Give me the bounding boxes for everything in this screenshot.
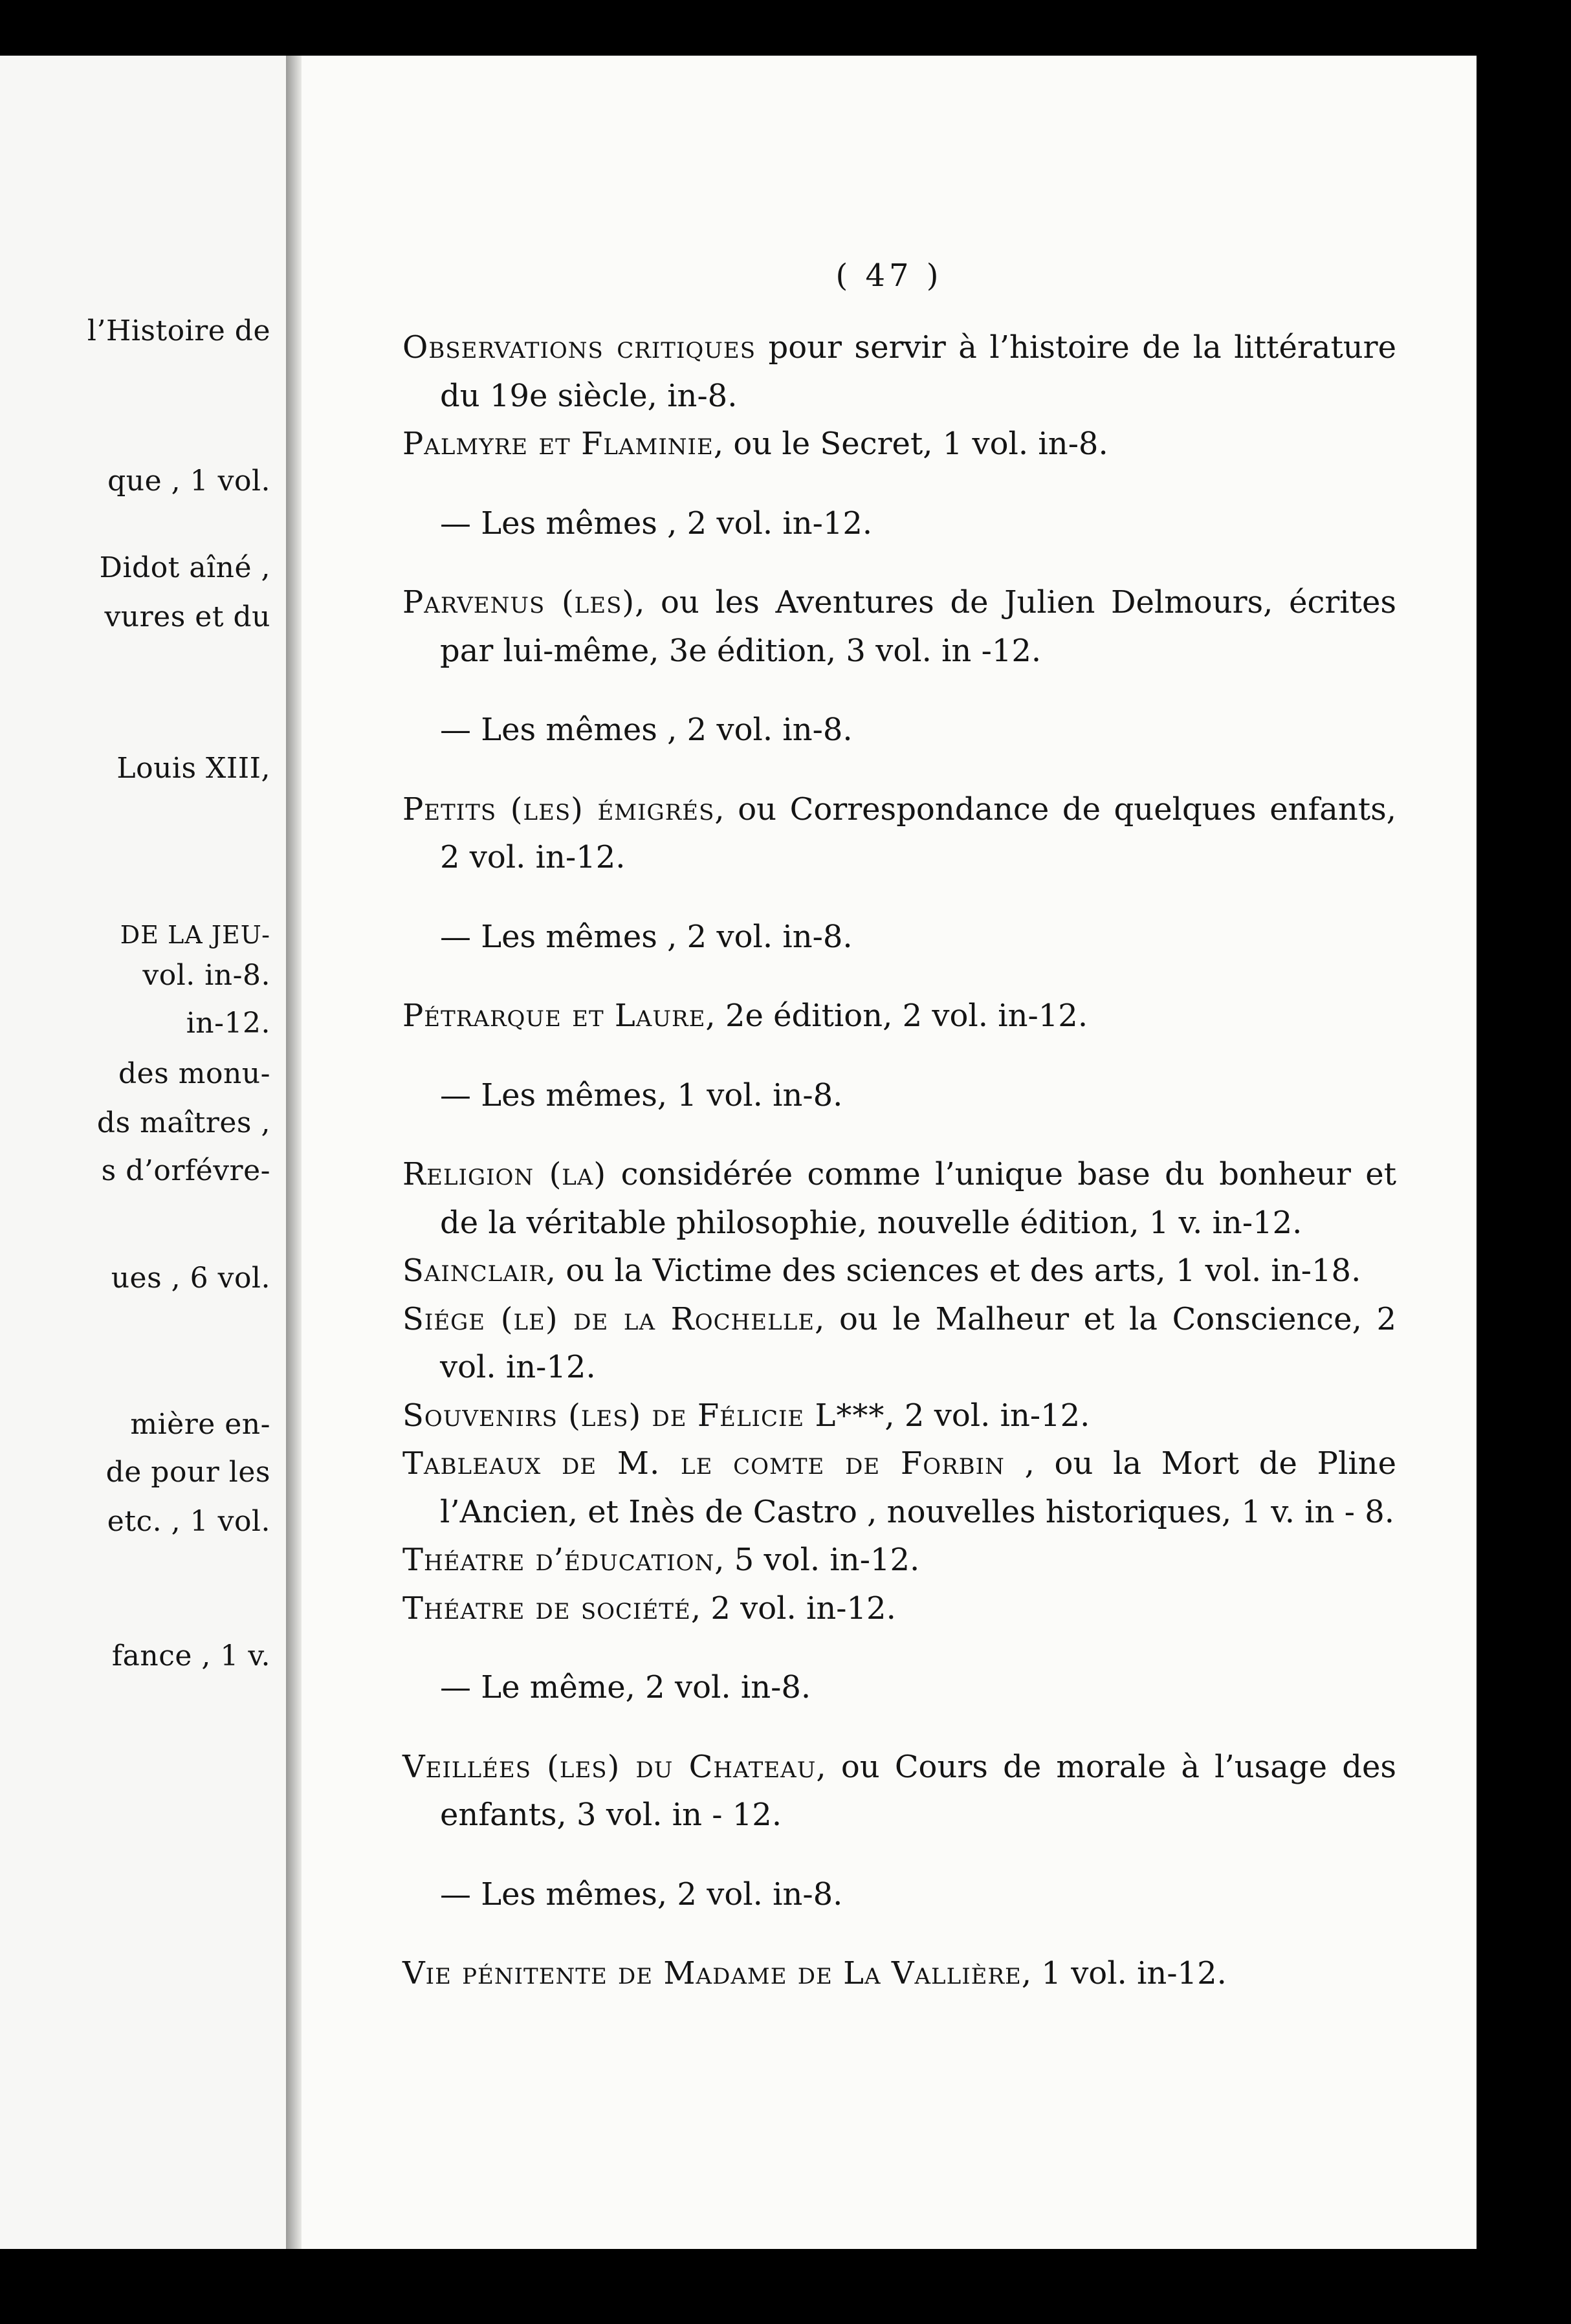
- left-fragment: fance , 1 v.: [111, 1639, 270, 1672]
- catalogue-entry: [402, 1392, 1396, 1440]
- catalogue-entry: [402, 1150, 1396, 1247]
- catalogue-entry: [402, 1295, 1396, 1392]
- left-fragment: ds maîtres ,: [96, 1106, 270, 1139]
- left-fragment: in-12.: [186, 1007, 270, 1040]
- left-fragment: vures et du: [104, 600, 270, 633]
- entry-variant: — Le même, 2 vol. in-8.: [440, 1669, 811, 1705]
- entry-details: , 2e édition, 2 vol. in-12.: [705, 998, 1088, 1034]
- left-fragment: mière en-: [130, 1408, 270, 1441]
- entry-details: , ou le Malheur et la Conscience, 2 vol. in-12.: [440, 1300, 1397, 1385]
- entry-title: Tableaux de M. le comte de Forbin: [402, 1445, 1005, 1482]
- catalogue-entry: [402, 785, 1396, 882]
- entry-details: , ou la Victime des sciences et des arts, 1 vol. in-18.: [545, 1253, 1361, 1289]
- left-fragment: DE LA JEU-: [120, 921, 270, 949]
- entry-title: Pétrarque et Laure: [402, 998, 706, 1034]
- catalogue-entry: [402, 992, 1396, 1040]
- entry-title: Théatre de société: [402, 1590, 691, 1627]
- catalogue-entry: [402, 1949, 1396, 1998]
- entry-title: Souvenirs (les) de Félicie L***: [402, 1397, 885, 1434]
- entry-details: , ou les Aventures de Julien Delmours, écrites par lui-même, 3e édition, 3 vol. in -12.: [440, 584, 1396, 669]
- entry-title: Vie pénitente de Madame de La Vallière: [402, 1955, 1022, 1991]
- left-fragment: Louis XIII,: [116, 752, 270, 785]
- entry-title: Parvenus (les): [402, 584, 635, 620]
- entry-details: , ou la Mort de Pline l’Ancien, et Inès de Castro , nouvelles historiques, 1 v. in - 8.: [440, 1445, 1396, 1530]
- book-gutter: [286, 56, 302, 2249]
- catalogue-list: [402, 323, 1396, 1998]
- left-fragment: que , 1 vol.: [107, 465, 270, 498]
- entry-title: Observations critiques: [402, 329, 756, 366]
- entry-variant: — Les mêmes , 2 vol. in-8.: [440, 712, 853, 748]
- left-page: [0, 56, 287, 2249]
- entry-details: considérée comme l’unique base du bonheur et de la véritable philosophie, nouvelle édition, 1 v. in-12.: [440, 1156, 1396, 1241]
- entry-title: Théatre d’éducation: [402, 1542, 715, 1578]
- page-number: ( 47 ): [835, 258, 943, 294]
- entry-title: Siége (le) de la Rochelle: [402, 1300, 815, 1337]
- entry-details: , ou Correspondance de quelques enfants, 2 vol. in-12.: [440, 791, 1396, 875]
- left-fragment: vol. in-8.: [142, 959, 270, 992]
- left-fragment: l’Histoire de: [87, 314, 270, 347]
- left-fragment: des monu-: [118, 1057, 270, 1090]
- catalogue-entry: [402, 1247, 1396, 1295]
- catalogue-entry: [402, 1584, 1396, 1633]
- catalogue-entry: [402, 1536, 1396, 1584]
- entry-variant: — Les mêmes, 1 vol. in-8.: [440, 1077, 843, 1113]
- entry-title: Veillées (les) du Chateau: [402, 1748, 817, 1785]
- entry-details: , ou Cours de morale à l’usage des enfants, 3 vol. in - 12.: [440, 1748, 1397, 1833]
- entry-variant: — Les mêmes , 2 vol. in-12.: [440, 505, 873, 542]
- catalogue-entry: [402, 578, 1396, 675]
- catalogue-entry: [402, 1743, 1396, 1839]
- left-fragment: s d’orfévre-: [101, 1154, 270, 1187]
- entry-details: , 2 vol. in-12.: [884, 1397, 1090, 1434]
- right-page: [302, 56, 1477, 2249]
- entry-details: , 5 vol. in-12.: [714, 1542, 920, 1578]
- entry-details: , 1 vol. in-12.: [1021, 1955, 1227, 1991]
- left-fragment: etc. , 1 vol.: [107, 1505, 270, 1538]
- entry-title: Religion (la): [402, 1156, 607, 1192]
- catalogue-entry: [402, 323, 1396, 420]
- entry-details: pour servir à l’histoire de la littérature du 19e siècle, in-8.: [440, 329, 1396, 414]
- entry-variant: — Les mêmes, 2 vol. in-8.: [440, 1876, 843, 1913]
- left-fragment: Didot aîné ,: [99, 551, 270, 584]
- catalogue-entry: [402, 420, 1396, 468]
- entry-details: , 2 vol. in-12.: [690, 1590, 896, 1627]
- left-fragment: de pour les: [105, 1456, 270, 1489]
- entry-details: , ou le Secret, 1 vol. in-8.: [713, 426, 1108, 462]
- entry-title: Palmyre et Flaminie: [402, 426, 714, 462]
- catalogue-entry: [402, 1440, 1396, 1536]
- entry-variant: — Les mêmes , 2 vol. in-8.: [440, 918, 853, 955]
- entry-title: Sainclair: [402, 1253, 546, 1289]
- left-fragment: ues , 6 vol.: [111, 1262, 270, 1295]
- entry-title: Petits (les) émigrés: [402, 791, 715, 828]
